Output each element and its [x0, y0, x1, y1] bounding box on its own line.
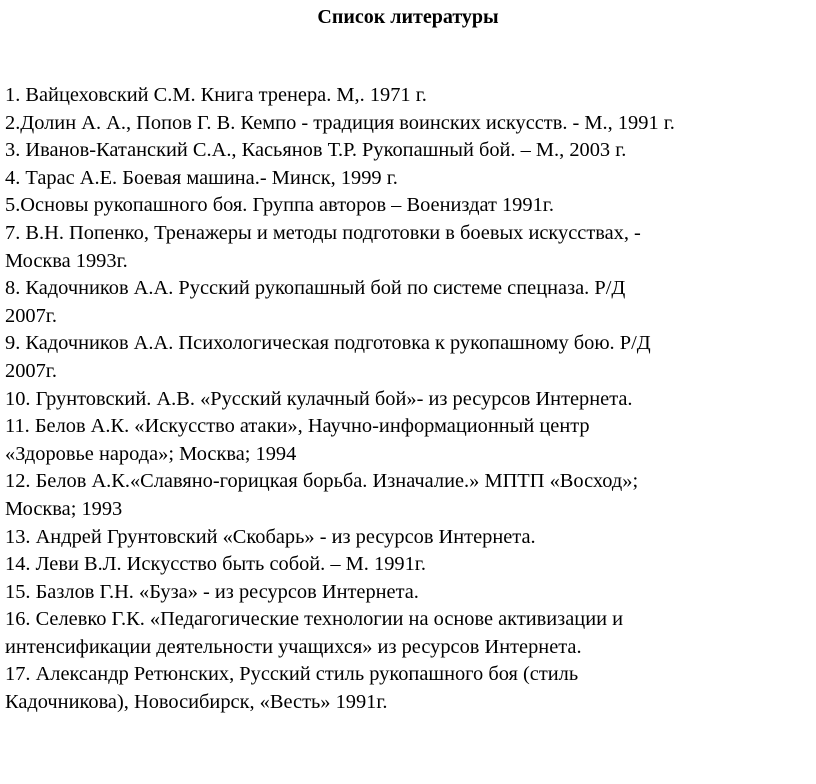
page-title: Список литературы: [317, 6, 499, 28]
reference-entry-line: 10. Грунтовский. А.В. «Русский кулачный бой»- из ресурсов Интернета.: [5, 387, 633, 410]
reference-list: [5, 82, 811, 717]
reference-entry-line: 2007г.: [5, 304, 57, 327]
reference-entry-line: «Здоровье народа»; Москва; 1994: [5, 442, 297, 465]
reference-entry-line: интенсификации деятельности учащихся» из ресурсов Интернета.: [5, 635, 582, 658]
reference-entry: [5, 661, 811, 716]
reference-entry-line: 4. Тарас А.Е. Боевая машина.- Минск, 1999 г.: [5, 166, 398, 189]
reference-entry: [5, 82, 811, 110]
reference-entry-line: 8. Кадочников А.А. Русский рукопашный бой по системе спецназа. Р/Д: [5, 277, 626, 300]
reference-entry-line: 2007г.: [5, 359, 57, 382]
reference-entry-line: 16. Селевко Г.К. «Педагогические технологии на основе активизации и: [5, 608, 624, 631]
reference-entry-line: 9. Кадочников А.А. Психологическая подготовка к рукопашному бою. Р/Д: [5, 332, 651, 355]
reference-entry-line: 13. Андрей Грунтовский «Скобарь» - из ресурсов Интернета.: [5, 525, 536, 548]
reference-entry-line: 3. Иванов-Катанский С.А., Касьянов Т.Р. Рукопашный бой. – М., 2003 г.: [5, 139, 627, 162]
reference-entry-line: 17. Александр Ретюнских, Русский стиль рукопашного боя (стиль: [5, 663, 579, 686]
reference-entry: [5, 275, 811, 330]
reference-entry-line: 2.Долин А. А., Попов Г. В. Кемпо - традиция воинских искусств. - М., 1991 г.: [5, 111, 675, 134]
reference-entry-line: 7. В.Н. Попенко, Тренажеры и методы подготовки в боевых искусствах, -: [5, 221, 641, 244]
reference-entry: [5, 579, 811, 607]
reference-entry: [5, 137, 811, 165]
reference-entry-line: 14. Леви В.Л. Искусство быть собой. – М. 1991г.: [5, 553, 426, 576]
reference-entry-line: 5.Основы рукопашного боя. Группа авторов – Воениздат 1991г.: [5, 194, 554, 217]
reference-entry: [5, 192, 811, 220]
reference-entry-line: 11. Белов А.К. «Искусство атаки», Научно-информационный центр: [5, 415, 590, 438]
reference-entry: [5, 110, 811, 138]
reference-entry: [5, 220, 811, 275]
reference-entry-line: 12. Белов А.К.«Славяно-горицкая борьба. Изначалие.» МПТП «Восход»;: [5, 470, 639, 493]
reference-entry: [5, 551, 811, 579]
reference-entry: [5, 330, 811, 385]
reference-entry: [5, 165, 811, 193]
reference-entry: [5, 468, 811, 523]
reference-entry: [5, 413, 811, 468]
reference-entry-line: Москва; 1993: [5, 497, 123, 520]
reference-entry: [5, 606, 811, 661]
reference-entry-line: 15. Базлов Г.Н. «Буза» - из ресурсов Интернета.: [5, 580, 419, 603]
reference-entry: [5, 386, 811, 414]
reference-entry: [5, 524, 811, 552]
reference-entry-line: Москва 1993г.: [5, 249, 128, 272]
reference-entry-line: Кадочникова), Новосибирск, «Весть» 1991г.: [5, 691, 388, 714]
reference-entry-line: 1. Вайцеховский С.М. Книга тренера. М,. 1971 г.: [5, 84, 427, 106]
